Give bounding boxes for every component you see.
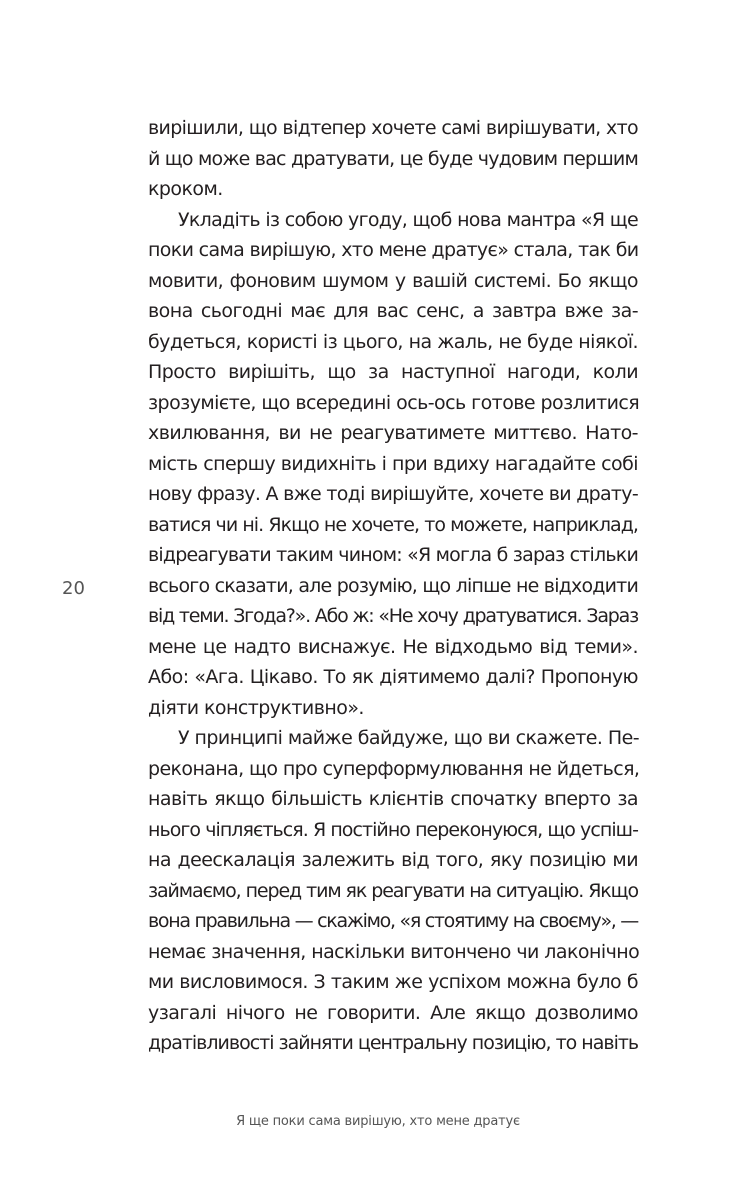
text-line: вона правильна — скажімо, «я стоятиму на своєму», — bbox=[148, 910, 638, 932]
text-line: навіть якщо більшість клієнтів спочатку вперто за bbox=[148, 788, 638, 810]
text-line: мість спершу видихніть і при вдиху нагадайте собі bbox=[148, 452, 638, 475]
text-line: кроком. bbox=[148, 178, 223, 200]
paragraph bbox=[148, 205, 638, 724]
text-line: узагалі нічого не говорити. Але якщо дозволимо bbox=[148, 1001, 638, 1024]
paragraph bbox=[148, 723, 638, 1059]
text-line: й що може вас дратувати, це буде чудовим першим bbox=[148, 147, 638, 170]
running-footer: Я ще поки сама вирішую, хто мене дратує bbox=[236, 1114, 520, 1129]
text-line: на деескалація залежить від того, яку позицію ми bbox=[148, 849, 638, 871]
paragraph bbox=[148, 113, 638, 205]
text-line: ми висловимося. З таким же успіхом можна було б bbox=[148, 971, 638, 993]
text-line: У принципі майже байдуже, що ви скажете. Пе- bbox=[178, 727, 640, 749]
text-line: зрозумієте, що всередині ось-ось готове розлитися bbox=[148, 391, 640, 414]
text-line: поки сама вирішую, хто мене дратує» стала, так би bbox=[148, 239, 639, 261]
text-line: вона сьогодні має для вас сенс, а завтра вже за- bbox=[148, 300, 638, 322]
text-line: Або: «Ага. Цікаво. То як діятимемо далі? Пропоную bbox=[148, 666, 638, 688]
text-line: вирішили, що відтепер хочете самі вирішувати, хто bbox=[148, 117, 638, 139]
text-line: Просто вирішіть, що за наступної нагоди, коли bbox=[148, 361, 638, 383]
text-line: Укладіть із собою угоду, щоб нова мантра «Я ще bbox=[178, 208, 638, 231]
text-line: мовити, фоновим шумом у вашій системі. Бо якщо bbox=[148, 269, 638, 292]
text-line: всього сказати, але розумію, що ліпше не відходити bbox=[148, 574, 638, 597]
text-line: діяти конструктивно». bbox=[148, 696, 364, 719]
page-number: 20 bbox=[62, 578, 85, 599]
text-line: будеться, користі із цього, на жаль, не буде ніякої. bbox=[148, 330, 638, 353]
text-line: реконана, що про суперформулювання не йдеться, bbox=[148, 757, 640, 780]
text-line: дратівливості зайняти центральну позицію, то навіть bbox=[148, 1032, 639, 1054]
text-line: мене це надто виснажує. Не відходьмо від теми». bbox=[148, 635, 638, 658]
text-line: немає значення, наскільки витончено чи лаконічно bbox=[148, 940, 640, 963]
text-line: хвилювання, ви не реагуватимете миттєво. Нато- bbox=[148, 422, 638, 444]
text-line: відреагувати таким чином: «Я могла б зараз стільки bbox=[148, 544, 638, 566]
text-line: від теми. Згода?». Або ж: «Не хочу дратуватися. Зараз bbox=[148, 605, 638, 627]
text-line: нову фразу. А вже тоді вирішуйте, хочете ви драту- bbox=[148, 483, 639, 505]
text-line: займаємо, перед тим як реагувати на ситуацію. Якщо bbox=[148, 879, 638, 902]
text-line: ватися чи ні. Якщо не хочете, то можете, наприклад, bbox=[148, 513, 638, 536]
body-text bbox=[148, 113, 638, 1059]
text-line: нього чіпляється. Я постійно переконуюся, що успіш- bbox=[148, 818, 638, 841]
